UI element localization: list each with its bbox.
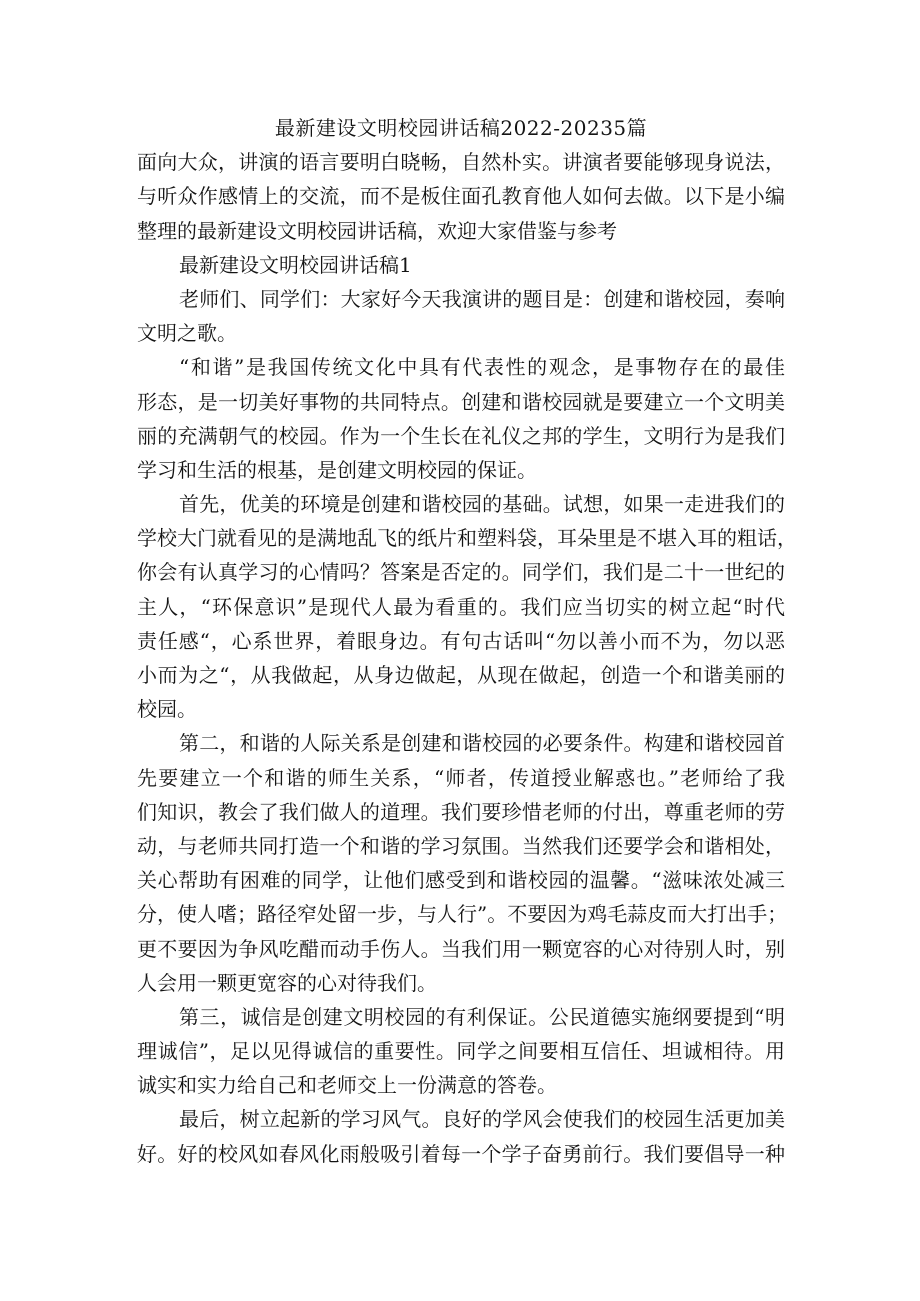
document-body — [137, 111, 797, 1171]
body-paragraph — [137, 726, 788, 1000]
text-line: 人会用一颗更宽容的心对待我们。 — [137, 970, 437, 995]
text-line: 们知识，教会了我们做人的道理。我们要珍惜老师的付出，尊重老师的劳 — [137, 799, 785, 824]
text-line: 与听众作感情上的交流，而不是板住面孔教育他人如何去做。以下是小编 — [137, 184, 785, 209]
document-title: 最新建设文明校园讲话稿2022-20235篇 — [274, 116, 648, 140]
text-line: 关心帮助有困难的同学，让他们感受到和谐校园的温馨。“滋味浓处减三 — [137, 868, 785, 893]
text-line: 首先，优美的环境是创建和谐校园的基础。试想，如果一走进我们的 — [179, 492, 785, 517]
text-line: 好。好的校风如春风化雨般吸引着每一个学子奋勇前行。我们要倡导一种 — [137, 1141, 785, 1166]
text-line: 小而为之“，从我做起，从身边做起，从现在做起，创造一个和谐美丽的 — [137, 663, 785, 687]
body-paragraph — [137, 487, 797, 726]
text-line: 学习和生活的根基，是创建文明校园的保证。 — [137, 457, 537, 482]
intro-paragraph — [137, 145, 785, 248]
text-line: 校园。 — [137, 697, 197, 722]
text-line: 更不要因为争风吃醋而动手伤人。当我们用一颗宽容的心对待别人时，别 — [137, 936, 785, 961]
text-line: 主人，“环保意识”是现代人最为看重的。我们应当切实的树立起“时代 — [137, 594, 785, 619]
text-line: 最后，树立起新的学习风气。良好的学风会使我们的校园生活更加美 — [179, 1107, 785, 1132]
text-line: 文明之歌。 — [137, 321, 237, 346]
text-line: 责任感“，心系世界，着眼身边。有句古话叫“勿以善小而不为，勿以恶 — [137, 628, 785, 653]
text-line: 动，与老师共同打造一个和谐的学习氛围。当然我们还要学会和谐相处， — [137, 833, 785, 858]
section-heading: 最新建设文明校园讲话稿1 — [179, 252, 412, 277]
body-paragraph — [137, 1000, 785, 1103]
text-line: 形态，是一切美好事物的共同特点。创建和谐校园就是要建立一个文明美 — [137, 389, 785, 414]
body-paragraph — [137, 350, 785, 487]
text-line: 诚实和实力给自己和老师交上一份满意的答卷。 — [137, 1073, 557, 1098]
text-line: “和谐”是我国传统文化中具有代表性的观念，是事物存在的最佳 — [179, 355, 785, 380]
text-line: 第二，和谐的人际关系是创建和谐校园的必要条件。构建和谐校园首 — [179, 731, 785, 756]
text-line: 老师们、同学们：大家好今天我演讲的题目是：创建和谐校园，奏响 — [179, 286, 785, 311]
text-line: 整理的最新建设文明校园讲话稿，欢迎大家借鉴与参考 — [137, 218, 617, 243]
text-line: 面向大众，讲演的语言要明白晓畅，自然朴实。讲演者要能够现身说法， — [137, 150, 785, 175]
text-line: 先要建立一个和谐的师生关系，“师者，传道授业解惑也。”老师给了我 — [137, 765, 785, 790]
text-line: 你会有认真学习的心情吗？答案是否定的。同学们，我们是二十一世纪的 — [137, 560, 785, 585]
body-paragraph — [137, 282, 785, 350]
text-line: 理诚信”，足以见得诚信的重要性。同学之间要相互信任、坦诚相待。用 — [137, 1039, 785, 1064]
text-line: 分，使人嗜；路径窄处留一步，与人行”。不要因为鸡毛蒜皮而大打出手； — [137, 902, 788, 927]
text-line: 学校大门就看见的是满地乱飞的纸片和塑料袋，耳朵里是不堪入耳的粗话， — [137, 526, 797, 551]
body-paragraph — [137, 1102, 785, 1170]
text-line: 丽的充满朝气的校园。作为一个生长在礼仪之邦的学生，文明行为是我们 — [137, 423, 785, 448]
text-line: 第三，诚信是创建文明校园的有利保证。公民道德实施纲要提到“明 — [179, 1004, 785, 1029]
